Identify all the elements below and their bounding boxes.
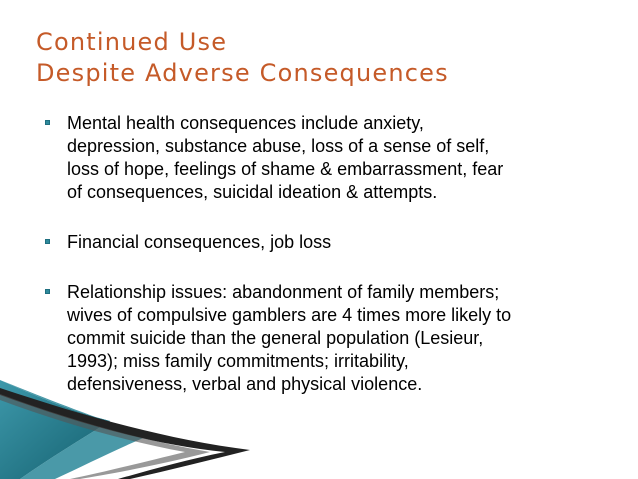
slide-title-line-2: Despite Adverse Consequences (36, 59, 449, 87)
bullet-text-line: wives of compulsive gamblers are 4 times more likely to (67, 305, 512, 325)
bullet-text-line: Mental health consequences include anxiety, (67, 113, 424, 133)
bullet-text-line: Financial consequences, job loss (67, 232, 332, 252)
bullet-text-line: 1993); miss family commitments; irritability, (67, 351, 409, 371)
bullet-text-line: depression, substance abuse, loss of a sense of self, (67, 136, 490, 156)
bullet-text-line: of consequences, suicidal ideation & attempts. (67, 182, 438, 202)
bullet-text-line: loss of hope, feelings of shame & embarrassment, fear (67, 159, 504, 179)
slide-title-line-1: Continued Use (36, 28, 228, 56)
bullet-text-line: defensiveness, verbal and physical violence. (67, 374, 423, 394)
bullet-text-line: commit suicide than the general population (Lesieur, (67, 328, 484, 348)
bullet-text-line: Relationship issues: abandonment of family members; (67, 282, 500, 302)
